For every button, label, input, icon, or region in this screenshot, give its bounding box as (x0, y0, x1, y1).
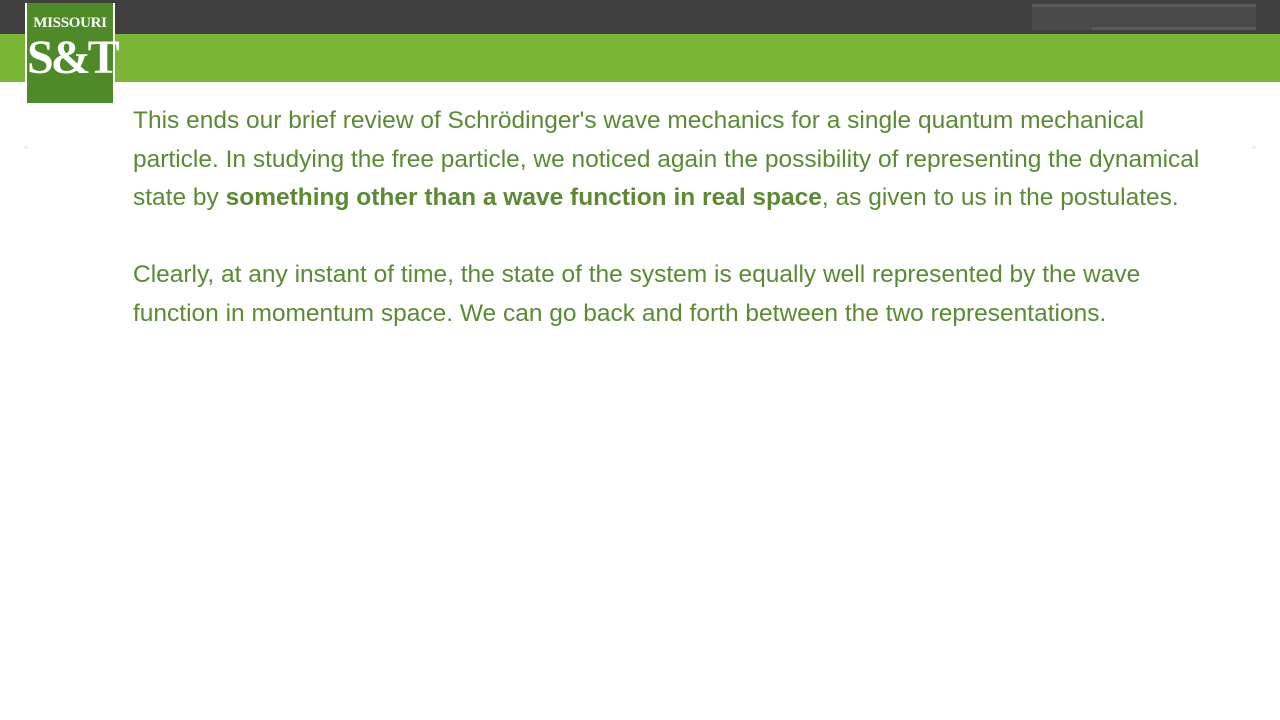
paragraph-2: Clearly, at any instant of time, the state of the system is equally well represented by the wave function in momentum space. We can go back and forth between the two representations. (133, 261, 1141, 327)
paragraph-1-tail: , as given to us in the postulates. (821, 184, 1179, 211)
paragraph-1 (133, 102, 1228, 218)
top-bar-accent (1032, 4, 1256, 30)
logo-top-text: MISSOURI (33, 15, 107, 31)
logo-mark-text: S&T (27, 31, 117, 84)
top-bar (0, 0, 1280, 34)
paragraph-1-lead: This ends our brief review of Schrödinger's wave mechanics for a single quantum mechanical particle. In studying the free particle, we noticed again the possibility of representing the dynamical state by (133, 107, 1200, 211)
missouri-st-logo (25, 3, 115, 105)
paragraph-1-emphasis: something other than a wave function in real space (225, 184, 822, 211)
header-band (0, 31, 1280, 84)
divider-mark-left (24, 146, 28, 149)
slide-body (133, 102, 1228, 333)
divider-mark-right (1252, 146, 1256, 149)
